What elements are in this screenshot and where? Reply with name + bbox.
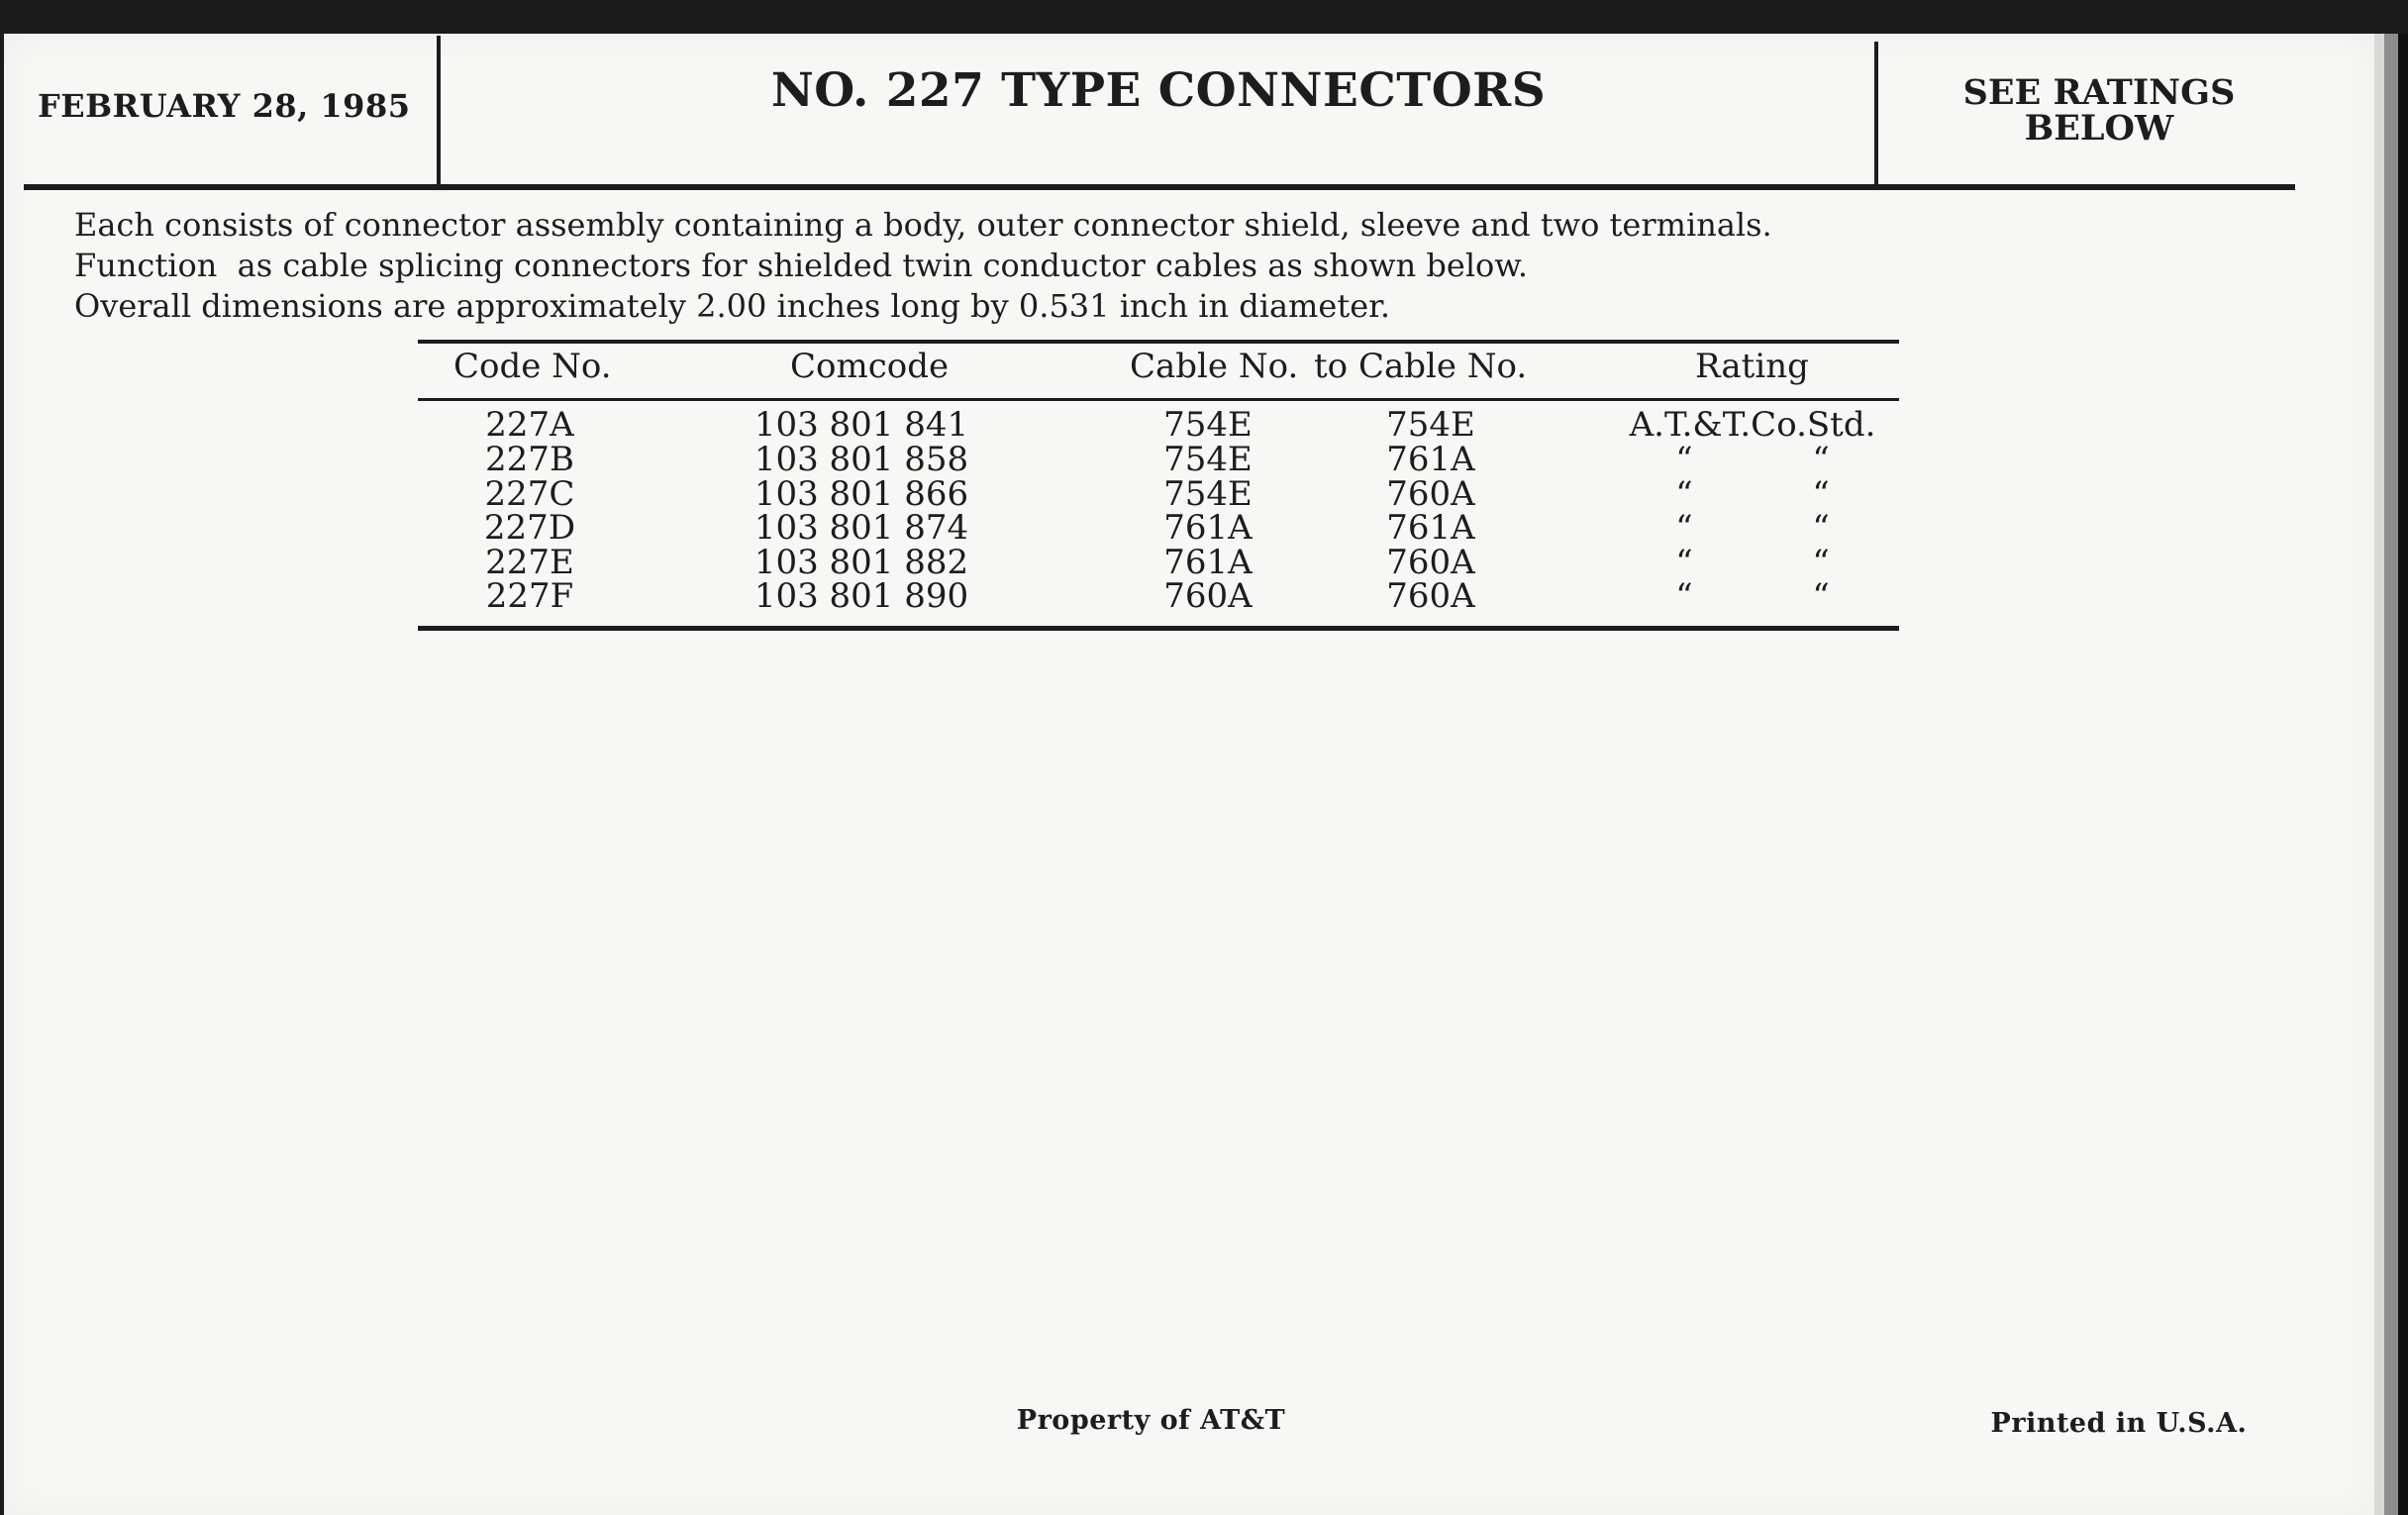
cell-code: 227E (485, 543, 574, 582)
table-row (0, 576, 2408, 616)
description (74, 205, 1772, 327)
header-rating: Rating (1695, 347, 1809, 386)
header-ratings-line2: BELOW (2024, 108, 2174, 149)
cell-to-cable: 761A (1386, 440, 1475, 479)
header-rule (24, 184, 2295, 190)
cell-code: 227C (484, 474, 575, 514)
footer-property: Property of AT&T (1016, 1405, 1286, 1436)
cell-cable: 754E (1163, 405, 1253, 445)
table-row (0, 440, 2408, 479)
cell-comcode: 103 801 866 (753, 474, 969, 514)
cell-rating: “ “ (1675, 474, 1830, 514)
cell-cable: 761A (1163, 508, 1253, 548)
header-divider-right (1874, 42, 1878, 186)
cell-rating: “ “ (1675, 440, 1830, 479)
cell-rating: A.T.&T.Co.Std. (1629, 405, 1876, 445)
footer-printed: Printed in U.S.A. (1990, 1408, 2248, 1439)
table-top-rule (418, 340, 1899, 344)
table-bottom-rule (418, 626, 1899, 631)
table-row (0, 474, 2408, 514)
header-ratings-note (1879, 72, 2319, 149)
cell-comcode: 103 801 890 (753, 576, 969, 616)
table-row (0, 508, 2408, 548)
cell-comcode: 103 801 874 (753, 508, 969, 548)
cell-to-cable: 761A (1386, 508, 1475, 548)
cell-cable: 761A (1163, 543, 1253, 582)
cell-cable: 760A (1163, 576, 1253, 616)
header-comcode: Comcode (790, 347, 950, 386)
description-line2: Function as cable splicing connectors for shielded twin conductor cables as shown below. (74, 247, 1529, 284)
cell-to-cable: 760A (1386, 576, 1475, 616)
cell-rating: “ “ (1675, 576, 1830, 616)
cell-code: 227A (485, 405, 574, 445)
header-ratings-line1: SEE RATINGS (1962, 72, 2236, 113)
table-row (0, 405, 2408, 445)
cell-to-cable: 754E (1386, 405, 1475, 445)
cell-comcode: 103 801 882 (753, 543, 969, 582)
header-code: Code No. (453, 347, 612, 386)
description-line1: Each consists of connector assembly containing a body, outer connector shield, sleeve and two terminals. (74, 206, 1772, 244)
cell-comcode: 103 801 841 (753, 405, 969, 445)
description-line3: Overall dimensions are approximately 2.00 inches long by 0.531 inch in diameter. (74, 287, 1391, 325)
cell-comcode: 103 801 858 (753, 440, 969, 479)
cell-code: 227D (483, 508, 576, 548)
cell-cable: 754E (1163, 474, 1253, 514)
cell-to-cable: 760A (1386, 543, 1475, 582)
cell-cable: 754E (1163, 440, 1253, 479)
header-date: FEBRUARY 28, 1985 (38, 87, 411, 125)
cell-rating: “ “ (1675, 508, 1830, 548)
cell-code: 227B (485, 440, 574, 479)
header-to-cable: to Cable No. (1314, 347, 1528, 386)
table-header-rule (418, 398, 1899, 401)
page-title: NO. 227 TYPE CONNECTORS (770, 63, 1547, 118)
table-row (0, 543, 2408, 582)
cell-rating: “ “ (1675, 543, 1830, 582)
cell-to-cable: 760A (1386, 474, 1475, 514)
header-cable: Cable No. (1130, 347, 1299, 386)
cell-code: 227F (485, 576, 574, 616)
